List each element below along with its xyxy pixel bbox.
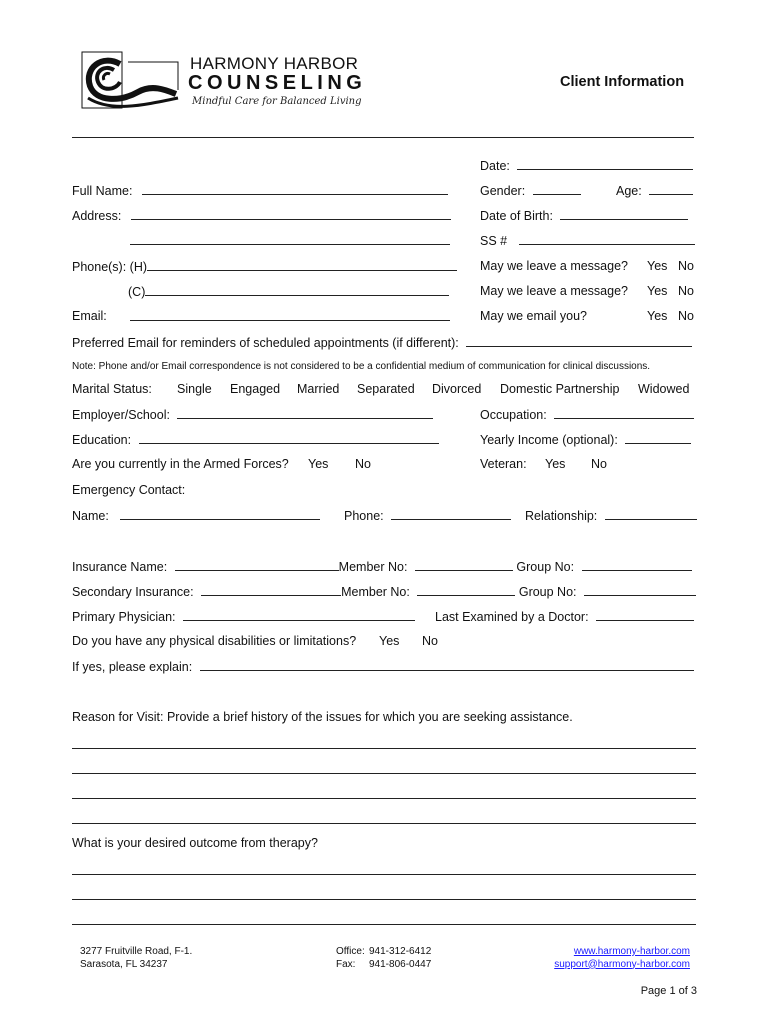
secondary-group-no-label: Group No: [518,585,577,599]
reason-for-visit-label: Reason for Visit: Provide a brief history of the issues for which you are seeking assistance. [72,710,573,724]
education-field[interactable] [72,432,439,447]
group-no-line[interactable] [582,559,692,571]
education-label: Education: [72,433,132,447]
footer-address [80,946,192,971]
desired-outcome-label: What is your desired outcome from therapy? [72,836,318,850]
phone-home-line[interactable] [147,259,457,271]
emergency-name-field[interactable] [72,508,320,523]
leave-message-home-no[interactable]: No [678,259,694,273]
outcome-line-1[interactable] [72,874,696,875]
reason-line-1[interactable] [72,748,696,749]
education-line[interactable] [139,432,439,444]
gender-line[interactable] [533,183,581,195]
may-email-yes[interactable]: Yes [647,309,668,323]
armed-forces-no[interactable]: No [355,457,371,471]
email-line[interactable] [130,309,450,321]
disability-yes[interactable]: Yes [379,634,400,648]
address-field[interactable] [72,208,451,223]
employer-line[interactable] [177,407,433,419]
disability-no[interactable]: No [422,634,438,648]
emergency-phone-label: Phone: [344,509,384,523]
header-divider [72,137,694,138]
full-name-field[interactable] [72,183,448,198]
ss-line[interactable] [519,233,695,245]
website-link[interactable]: www.harmony-harbor.com [573,946,690,957]
marital-option-married[interactable]: Married [297,382,340,396]
veteran-yes[interactable]: Yes [545,457,566,471]
emergency-phone-field[interactable] [344,508,511,523]
may-email-label: May we email you? [480,309,587,323]
date-line[interactable] [517,158,693,170]
footer-address-line2: Sarasota, FL 34237 [80,958,168,970]
footer-web [554,946,690,971]
marital-option-engaged[interactable]: Engaged [230,382,281,396]
email-label: Email: [72,309,107,323]
address-label: Address: [72,209,122,223]
logo-line2: COUNSELING [188,72,367,94]
address-line[interactable] [131,208,451,220]
veteran-no[interactable]: No [591,457,607,471]
age-label: Age: [616,184,642,198]
may-email-no[interactable]: No [678,309,694,323]
leave-message-cell-yes[interactable]: Yes [647,284,668,298]
income-line[interactable] [625,432,691,444]
leave-message-home [480,259,628,273]
footer-contact [336,946,431,971]
secondary-member-no-line[interactable] [417,584,515,596]
marital-option-single[interactable]: Single [177,382,212,396]
insurance-name-label: Insurance Name: [72,560,168,574]
secondary-insurance-label: Secondary Insurance: [72,585,194,599]
emergency-relationship-line[interactable] [605,508,697,520]
reason-line-4[interactable] [72,823,696,824]
primary-physician-field[interactable] [72,609,415,624]
leave-message-label: May we leave a message? [480,259,628,273]
ss-label: SS # [480,234,508,248]
logo-tagline: Mindful Care for Balanced Living [192,96,362,107]
emergency-name-label: Name: [72,509,109,523]
footer-address-line1: 3277 Fruitville Road, F-1. [80,946,193,957]
dob-label: Date of Birth: [480,209,553,223]
employer-field[interactable] [72,407,433,422]
gender-label: Gender: [480,184,526,198]
phone-cell-field[interactable] [128,284,449,299]
email-field[interactable] [130,309,450,324]
if-yes-label: If yes, please explain: [72,660,193,674]
last-exam-field[interactable] [435,609,694,624]
preferred-email-line[interactable] [466,335,692,347]
office-phone: 941-312-6412 [369,946,432,957]
reason-line-2[interactable] [72,773,696,774]
marital-option-divorced[interactable]: Divorced [432,382,482,396]
secondary-insurance-line[interactable] [201,584,341,596]
preferred-email-field[interactable] [72,335,692,350]
preferred-email-label: Preferred Email for reminders of scheduled appointments (if different): [72,336,459,350]
support-email-link[interactable]: support@harmony-harbor.com [554,958,690,970]
armed-forces-label: Are you currently in the Armed Forces? [72,457,289,471]
age-field[interactable] [616,183,693,198]
veteran-label: Veteran: [480,457,527,471]
income-field[interactable] [480,432,691,447]
if-yes-line[interactable] [200,659,694,671]
marital-option-widowed[interactable]: Widowed [638,382,690,396]
logo [80,50,380,114]
occupation-label: Occupation: [480,408,547,422]
phone-home-field[interactable] [72,259,457,274]
full-name-line[interactable] [142,183,448,195]
page-title: Client Information [560,74,685,90]
outcome-line-3[interactable] [72,924,696,925]
occupation-line[interactable] [554,407,694,419]
office-label: Office: [336,946,365,957]
emergency-relationship-field[interactable] [525,508,697,523]
emergency-name-line[interactable] [120,508,320,520]
insurance-name-line[interactable] [175,559,339,571]
date-label: Date: [480,159,510,173]
if-yes-field[interactable] [72,659,694,674]
address2-line[interactable] [130,233,450,245]
dob-field[interactable] [480,208,688,223]
leave-message-label: May we leave a message? [480,284,628,298]
outcome-line-2[interactable] [72,899,696,900]
primary-physician-label: Primary Physician: [72,610,176,624]
dob-line[interactable] [560,208,688,220]
page-number: Page 1 of 3 [640,985,697,997]
logo-line1: HARMONY HARBOR [190,54,359,73]
phone-cell-label: (C) [128,285,146,299]
fax-number: 941-806-0447 [369,958,432,970]
ss-field[interactable] [480,233,695,248]
address-line-2[interactable] [130,233,450,248]
group-no-label: Group No: [516,560,575,574]
age-line[interactable] [649,183,693,195]
armed-forces-yes[interactable]: Yes [308,457,329,471]
secondary-group-no-line[interactable] [584,584,696,596]
occupation-field[interactable] [480,407,694,422]
reason-line-3[interactable] [72,798,696,799]
emergency-phone-line[interactable] [391,508,511,520]
leave-message-cell [480,284,628,298]
leave-message-cell-no[interactable]: No [678,284,694,298]
date-field[interactable] [480,158,693,173]
insurance-name-field[interactable] [72,559,692,574]
secondary-insurance-field[interactable] [72,584,696,599]
secondary-member-no-label: Member No: [341,585,410,599]
income-label: Yearly Income (optional): [480,433,618,447]
confidentiality-note: Note: Phone and/or Email correspondence is not considered to be a confidential medium of communication for clinical discussions. [72,361,651,372]
fax-label: Fax: [336,958,356,970]
emergency-relationship-label: Relationship: [525,509,598,523]
employer-label: Employer/School: [72,408,170,422]
phone-cell-line[interactable] [145,284,449,296]
gender-field[interactable] [480,183,581,198]
logo-wave-icon [80,50,180,114]
disability-label: Do you have any physical disabilities or limitations? [72,634,357,648]
emergency-contact-label: Emergency Contact: [72,483,186,497]
member-no-line[interactable] [415,559,513,571]
phone-home-label: Phone(s): (H) [72,260,148,274]
marital-option-domestic-partnership[interactable]: Domestic Partnership [500,382,620,396]
leave-message-home-yes[interactable]: Yes [647,259,668,273]
full-name-label: Full Name: [72,184,133,198]
marital-status-label: Marital Status: [72,382,152,396]
primary-physician-line[interactable] [183,609,415,621]
marital-option-separated[interactable]: Separated [357,382,415,396]
last-exam-label: Last Examined by a Doctor: [435,610,589,624]
member-no-label: Member No: [338,560,408,574]
last-exam-line[interactable] [596,609,694,621]
